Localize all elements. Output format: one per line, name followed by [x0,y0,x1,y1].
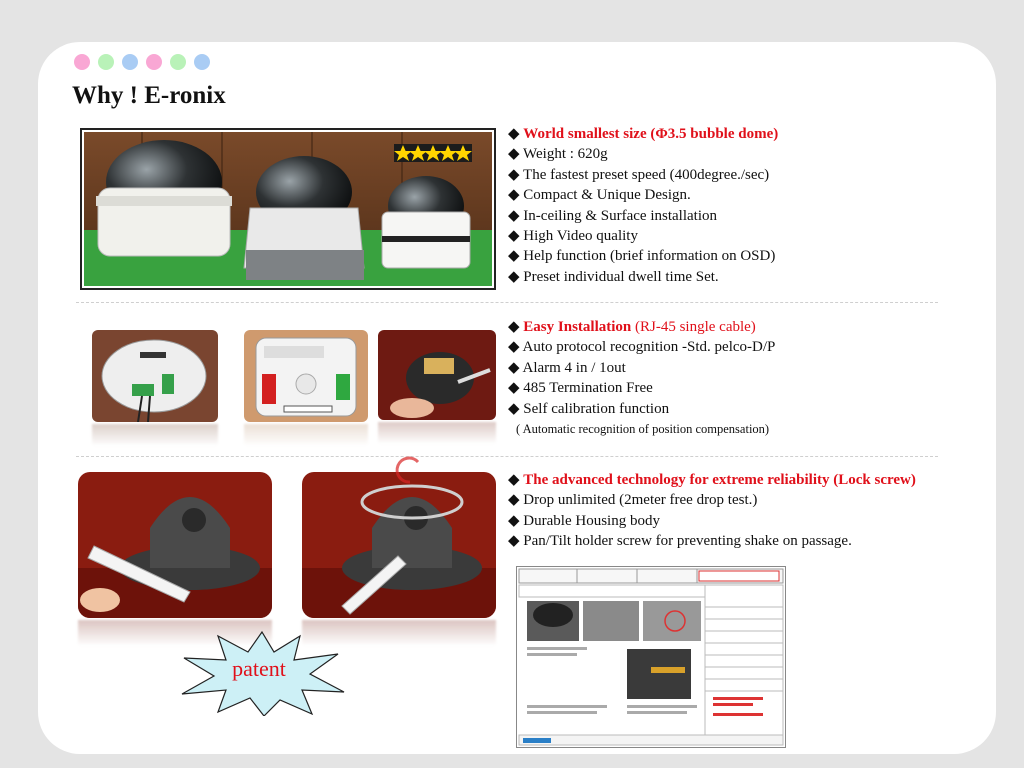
feature-list-installation [508,317,775,439]
rj45-install-photo [378,330,496,420]
work-instruction-document-thumbnail [516,566,786,748]
section-divider [76,456,938,457]
dot [98,54,114,70]
feature-item: ◆ Preset individual dwell time Set. [508,268,719,285]
feature-item: ◆ Alarm 4 in / 1out [508,359,626,376]
dot [146,54,162,70]
photo-reflection [378,422,496,444]
document-illustration [517,567,785,747]
feature-item: ◆ Auto protocol recognition -Std. pelco-D/P [508,339,776,356]
connector-board-photo [244,330,368,422]
feature-item: ◆ Compact & Unique Design. [508,187,691,204]
feature-item: ◆ The fastest preset speed (400degree./sec) [508,166,770,183]
dome-cameras-illustration [82,130,494,288]
lock-screw-photo-2 [302,472,496,618]
feature-item: ◆ The advanced technology for extreme reliability (Lock screw) [508,472,916,488]
rotation-arrow-icon [390,456,430,486]
page-title: Why ! E-ronix [72,82,226,109]
feature-item: ◆ Help function (brief information on OSD) [508,248,776,265]
photo-reflection [244,424,368,446]
patent-label: patent [232,656,286,681]
feature-item: ◆ Self calibration function [508,400,670,417]
feature-item: ◆ World smallest size (Φ3.5 bubble dome) [508,126,779,142]
camera-base-illustration [92,330,218,422]
patent-badge [178,630,346,716]
feature-item: ◆ Weight : 620g [508,146,608,163]
dot [194,54,210,70]
dome-cameras-photo [80,128,496,290]
feature-item: ◆ In-ceiling & Surface installation [508,207,717,224]
feature-note: ( Automatic recognition of position compensation) [516,422,770,437]
camera-base-photo [92,330,218,422]
lock-screw-photo-1 [78,472,272,618]
photo-reflection [92,424,218,446]
feature-item: ◆ Durable Housing body [508,512,660,529]
feature-item: ◆ Drop unlimited (2meter free drop test.) [508,492,758,509]
feature-item: ◆ 485 Termination Free [508,380,653,397]
lock-screw-rotation-illustration [302,472,496,618]
feature-list-size [508,124,778,287]
dot [74,54,90,70]
dot [122,54,138,70]
section-divider [76,302,938,303]
feature-item: ◆ Pan/Tilt holder screw for preventing shake on passage. [508,533,852,550]
feature-list-reliability [508,470,916,552]
decorative-dots [74,54,210,70]
connector-board-illustration [244,330,368,422]
lock-screw-illustration [78,472,272,618]
dot [170,54,186,70]
feature-item: ◆ High Video quality [508,228,638,245]
feature-item: ◆ Easy Installation (RJ-45 single cable) [508,319,756,335]
rj45-install-illustration [378,330,496,420]
